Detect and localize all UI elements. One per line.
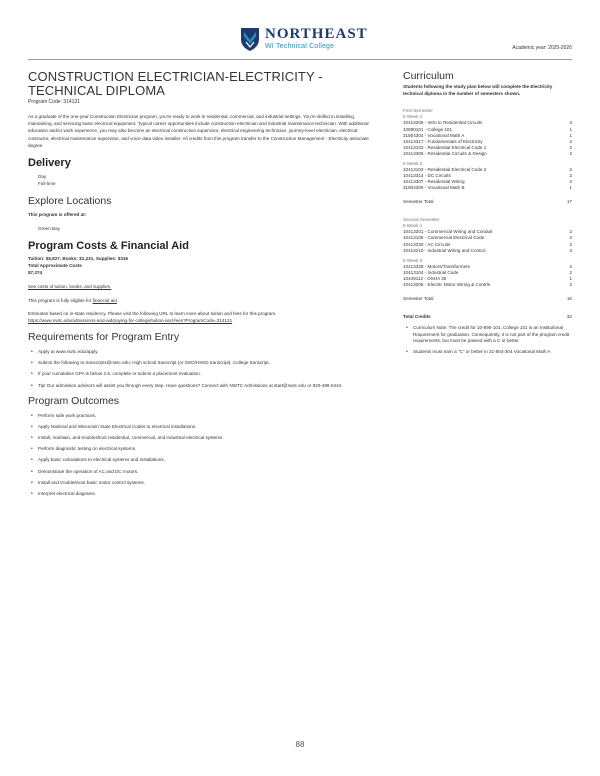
academic-year: Academic year: 2025-2026 (512, 45, 572, 51)
course-name: 10413105 - Commercial Electrical Code (403, 235, 485, 241)
eligible-suffix: . (116, 297, 119, 303)
week-label: 8 Week 2 (403, 257, 423, 263)
course-name: 10413210 - Industrial Wiring and Control (403, 247, 486, 253)
second-semester (403, 217, 572, 301)
list-item: • Install, maintain, and troubleshoot residential, commercial, and industrial electrical systems. (38, 435, 378, 442)
locations-heading: Explore Locations (28, 195, 112, 208)
course-name: 10413102 - Residential Electrical Code 1 (403, 144, 487, 150)
semester-total-value: 17 (566, 199, 572, 205)
course-credits: 2 (569, 263, 572, 269)
course-name: 10413328 - Motors/Transformers (403, 263, 470, 269)
course-credits: 1 (569, 126, 572, 132)
course-name: 10413104 - Industrial Code (403, 269, 459, 275)
logo-name: NORTHEAST (265, 26, 368, 42)
course-name: 31804304 - Vocational Math A (403, 132, 465, 138)
course-row (403, 248, 572, 254)
list-item: • Perform diagnostic testing on electrical systems. (38, 446, 378, 453)
week-label: 8 Week 1 (403, 114, 423, 120)
curriculum-intro: Students following the study plan below will complete the Electricity technical diploma in the number of semesters shown. (403, 84, 553, 97)
semester-total-label: Semester Total (403, 199, 434, 205)
estimate-text: Estimates based on in-state residency. Please visit the following URL to learn more about tuition and fees for this program. (28, 310, 277, 316)
course-name: 10413103 - Residential Electrical Code 2 (403, 166, 487, 172)
week-label: 8 Week 2 (403, 160, 423, 166)
delivery-heading: Delivery (28, 157, 71, 170)
total-costs-label: Total Approximate Costs (28, 263, 82, 269)
costs-heading: Program Costs & Financial Aid (28, 239, 189, 252)
list-item: • Apply National and Wisconsin State Electrical Codes to electrical installations. (38, 424, 378, 431)
main-column (28, 70, 378, 502)
course-credits: 2 (569, 166, 572, 172)
list-item: • Apply basic calculations to electrical systems and installations. (38, 457, 378, 464)
curriculum-heading: Curriculum (403, 70, 454, 82)
course-list (403, 229, 572, 253)
delivery-item: Full-time (38, 181, 56, 187)
course-credits: 2 (569, 138, 572, 144)
course-credits: 2 (569, 120, 572, 126)
total-credits (403, 314, 572, 319)
course-credits: 1 (569, 132, 572, 138)
week-label: 8 Week 1 (403, 223, 423, 229)
course-row (403, 151, 572, 157)
list-item: • Perform safe work practices. (38, 413, 378, 420)
delivery-list (28, 173, 378, 187)
list-item: • If your cumulative GPA is below 2.6, complete or submit a placement evaluation. (38, 371, 378, 378)
total-credits-value: 32 (566, 314, 572, 320)
semester-total (403, 296, 572, 301)
curriculum-notes (403, 325, 572, 356)
see-costs-link[interactable]: See costs of tuition, books, and supplies. (28, 284, 112, 290)
semester-total-value: 15 (566, 296, 572, 302)
course-credits: 2 (569, 179, 572, 185)
semester-total-label: Semester Total (403, 296, 434, 302)
list-item: • Apply at www.nwtc.edu/apply. (38, 349, 378, 356)
course-credits: 2 (569, 235, 572, 241)
course-name: 31804305 - Vocational Math B (403, 185, 465, 191)
course-credits: 2 (569, 150, 572, 156)
eligible-prefix: This program is fully eligible for (28, 297, 93, 303)
course-row (403, 282, 572, 288)
course-credits: 2 (569, 241, 572, 247)
financial-aid-link[interactable]: financial aid (92, 297, 117, 303)
program-code: Program Code: 314131 (28, 99, 80, 105)
location-item: Green Bay (38, 225, 60, 231)
course-name: 10413201 - Commercial Wiring and Conduit (403, 229, 493, 235)
program-description: As a graduate of the one-year Construction Electrician program, you're ready to work in residential, commercial, and industrial settings. You're skilled in installing, maintaining, and servicing basic electrical equipment. Typical career opportunities include construction electrician and industrial maintenance technician. With additional education and/or work experience, you may also become an electrical construction supervisor, electrical engineering technician, journey-level electrician, electrical contractor, electrical maintenance supervisor, and voice data video installer. All credits from this program transfer to the Construction Management - Electricity associate degree. (28, 114, 369, 148)
offered-at-label: This program is offered at: (28, 212, 87, 218)
requirements-heading: Requirements for Program Entry (28, 331, 180, 344)
list-item: • Students must earn a "C" or better in 31-804-304 Vocational Math A (413, 349, 572, 356)
college-logo (239, 26, 368, 54)
list-item: • Tip! Our admission advisors will assist you through every step. Have questions? Connect with NWTC Admissions at start@nwtc.edu or 920-498-5444. (38, 383, 378, 390)
delivery-item: Day (38, 174, 47, 180)
program-title: CONSTRUCTION ELECTRICIAN-ELECTRICITY - TECHNICAL DIPLOMA (28, 69, 323, 98)
course-name: 10413306 - Residential Circuits & Design (403, 150, 487, 156)
total-costs-value: $7,374 (28, 270, 43, 276)
course-name: 10413205 - Electric Motor Wiring & Contrls (403, 282, 491, 287)
costs-breakdown: Tuition: $5,827, Books: $1,231, Supplies: $316 (28, 255, 128, 261)
curriculum-column (403, 70, 572, 360)
course-name: 10413317 - Fundamentals of Electricity (403, 138, 483, 144)
list-item: • Demonstrate the operation of AC and DC motors. (38, 469, 378, 476)
course-credits: 2 (569, 173, 572, 179)
first-semester (403, 108, 572, 204)
shield-logo-icon (239, 26, 261, 52)
course-credits: 2 (569, 247, 572, 253)
semester-total (403, 199, 572, 204)
course-row (403, 185, 572, 191)
tuition-url-link[interactable]: https://www.nwtc.edu/admissions-and-aid/paying-for-college/tuition-and-fees?ProgramCode=314131 (28, 318, 233, 324)
list-item: • Submit the following to transcripts@nwtc.edu: High school transcript (or GED/HSED transcript). College transcript. (38, 360, 378, 367)
outcomes-list (28, 413, 378, 497)
course-name: 10413314 - DC Circuits (403, 173, 451, 179)
list-item: • Install and troubleshoot basic motor control systems. (38, 480, 378, 487)
course-credits: 1 (569, 275, 572, 281)
course-credits: 2 (569, 229, 572, 235)
page-number: 88 (295, 740, 305, 749)
logo-subtitle: WI Technical College (265, 43, 335, 50)
semester-label: First Semester (403, 108, 433, 114)
semester-label: Second Semester (403, 217, 440, 223)
course-credits: 2 (569, 144, 572, 150)
course-credits: 2 (569, 282, 572, 287)
course-name: 10449112 - OSHA 30 (403, 275, 447, 281)
page-header (0, 0, 600, 58)
course-list (403, 120, 572, 157)
course-name: 10413305 - Intro to Residential Circuits (403, 120, 483, 126)
financial-aid-text (28, 297, 378, 304)
course-name: 10413330 - AC Circuits (403, 241, 451, 247)
course-credits: 2 (569, 269, 572, 275)
course-credits: 1 (569, 185, 572, 191)
total-credits-label: Total Credits (403, 314, 431, 320)
list-item: • Curriculum Note: The credit for 10-890-101, College 101 is an Institutional Requirement for graduation. Consequently, it is not part of the program credit requirements, but must be passed with a C or better. (413, 325, 572, 345)
course-name: 10413307 - Residential Wiring (403, 179, 465, 185)
outcomes-heading: Program Outcomes (28, 395, 120, 408)
header-divider (28, 59, 572, 60)
list-item: • Interpret electrical diagrams. (38, 491, 378, 498)
course-list (403, 264, 572, 288)
requirements-list (28, 349, 378, 389)
course-list (403, 167, 572, 191)
course-name: 10890101 - College 101 (403, 126, 453, 132)
